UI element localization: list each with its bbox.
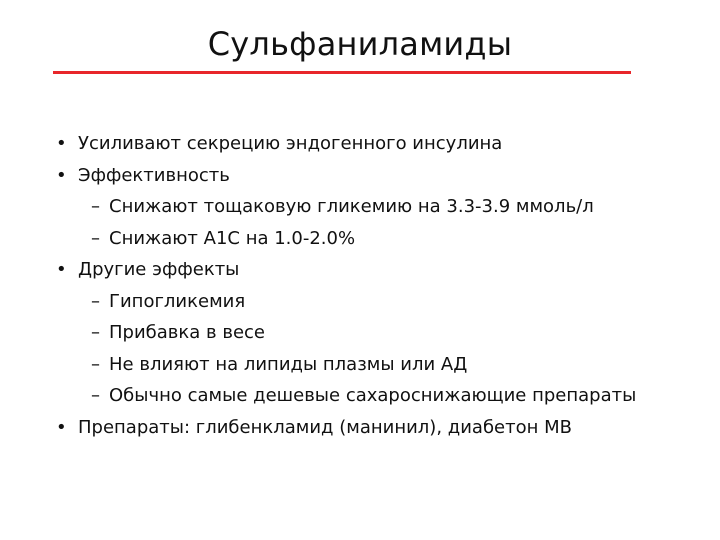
title-underline bbox=[53, 71, 631, 74]
bullet-marker: • bbox=[56, 133, 67, 154]
bullet-list bbox=[0, 128, 720, 443]
sub-bullet-item bbox=[0, 349, 720, 381]
bullet-item bbox=[0, 160, 720, 192]
bullet-text: Другие эффекты bbox=[78, 259, 240, 280]
dash-marker: – bbox=[91, 227, 100, 249]
sub-bullet-text: Снижают тощаковую гликемию на 3.3-3.9 ммоль/л bbox=[109, 196, 594, 217]
slide-title: Сульфаниламиды bbox=[207, 25, 513, 63]
bullet-item bbox=[0, 254, 720, 286]
sub-bullet-item bbox=[0, 223, 720, 255]
bullet-text: Препараты: глибенкламид (манинил), диабетон MB bbox=[78, 416, 572, 438]
dash-marker: – bbox=[91, 322, 100, 343]
dash-marker: – bbox=[91, 385, 100, 406]
dash-marker: – bbox=[91, 353, 100, 375]
sub-bullet-text: Прибавка в весе bbox=[109, 322, 266, 343]
dash-marker: – bbox=[91, 290, 100, 312]
sub-bullet-item bbox=[0, 317, 720, 349]
sub-bullet-text: Не влияют на липиды плазмы или АД bbox=[109, 353, 468, 375]
bullet-marker: • bbox=[56, 164, 67, 186]
sub-bullet-text: Гипогликемия bbox=[109, 290, 246, 312]
sub-bullet-text: Снижают А1С на 1.0-2.0% bbox=[109, 227, 356, 249]
dash-marker: – bbox=[91, 196, 100, 217]
bullet-text: Эффективность bbox=[78, 164, 230, 186]
bullet-marker: • bbox=[56, 416, 67, 438]
sub-bullet-item bbox=[0, 191, 720, 223]
sub-bullet-item bbox=[0, 380, 720, 412]
sub-bullet-text: Обычно самые дешевые сахароснижающие препараты bbox=[109, 385, 637, 406]
bullet-item bbox=[0, 412, 720, 444]
sub-bullet-item bbox=[0, 286, 720, 318]
bullet-marker: • bbox=[56, 259, 67, 280]
bullet-text: Усиливают секрецию эндогенного инсулина bbox=[78, 133, 503, 154]
bullet-item bbox=[0, 128, 720, 160]
